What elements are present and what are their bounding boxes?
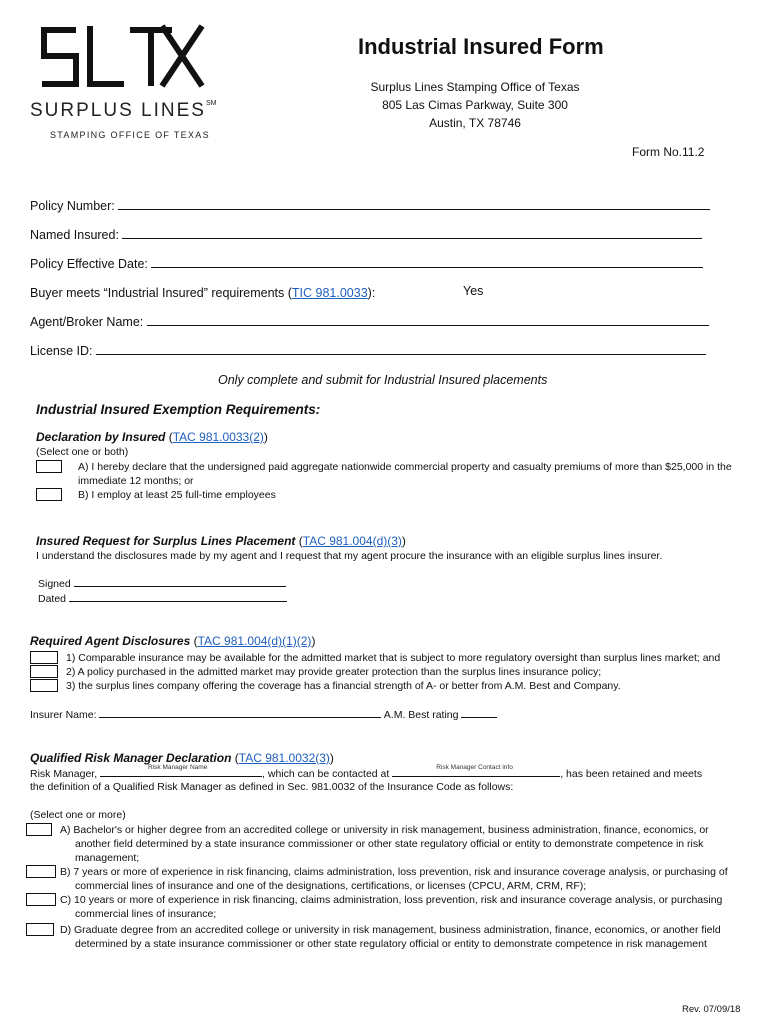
policy-number-label: Policy Number:	[30, 199, 115, 213]
license-id-label: License ID:	[30, 344, 93, 358]
qrm-select-note: (Select one or more)	[30, 809, 126, 821]
qrm-b-text: B) 7 years or more of experience in risk financing, claims administration, loss prevention, risk and insurance coverage analysis, or purchasing of	[60, 866, 728, 878]
form-title: Industrial Insured Form	[358, 34, 604, 59]
am-best-field[interactable]	[461, 708, 497, 718]
buyer-meets-value[interactable]: Yes	[463, 284, 484, 298]
named-insured-field[interactable]	[122, 228, 702, 239]
qrm-d-text: D) Graduate degree from an accredited college or university in risk management, business administration, finance, economics, or another field	[60, 924, 721, 936]
option-a-text: A) I hereby declare that the undersigned paid aggregate nationwide commercial property and casualty premiums of more than $25,000 in the	[78, 461, 732, 473]
declaration-heading-row: Declaration by Insured (TAC 981.0033(2))	[36, 430, 268, 444]
agent-broker-row	[30, 315, 709, 329]
named-insured-row	[30, 228, 702, 242]
org-name: Surplus Lines Stamping Office of Texas	[370, 80, 580, 94]
policy-number-field[interactable]	[118, 199, 710, 210]
qrm-definition: the definition of a Qualified Risk Manager as defined in Sec. 981.0032 of the Insurance Code as follows:	[30, 781, 514, 793]
qrm-heading: Qualified Risk Manager Declaration	[30, 751, 232, 765]
qrm-c-checkbox[interactable]	[26, 893, 56, 906]
insurer-row	[30, 708, 497, 721]
disclosure-3-checkbox[interactable]	[30, 679, 58, 692]
request-heading-row: Insured Request for Surplus Lines Placement (TAC 981.004(d)(3))	[36, 534, 406, 548]
tic-link[interactable]: TIC 981.0033	[291, 286, 368, 300]
sltx-logo	[38, 22, 208, 92]
request-heading: Insured Request for Surplus Lines Placement	[36, 534, 296, 548]
qrm-d-checkbox[interactable]	[26, 923, 54, 936]
disclosure-2-text: 2) A policy purchased in the admitted market may provide greater protection than the surplus lines insurance policy;	[66, 666, 602, 678]
qrm-b-checkbox[interactable]	[26, 865, 56, 878]
request-text: I understand the disclosures made by my agent and I request that my agent procure the insurance with an eligible surplus lines insurer.	[36, 550, 663, 562]
revision-date: Rev. 07/09/18	[682, 1004, 741, 1015]
qrm-c-text-2: commercial lines of insurance;	[75, 908, 217, 920]
logo-stamping-office: STAMPING OFFICE OF TEXAS	[50, 130, 210, 140]
qrm-c-text: C) 10 years or more of experience in risk financing, claims administration, loss prevention, risk and insurance coverage analysis, or purchasing	[60, 894, 723, 906]
disclosures-heading: Required Agent Disclosures	[30, 634, 191, 648]
agent-broker-field[interactable]	[147, 315, 709, 326]
tac-0033-link[interactable]: TAC 981.0033(2)	[172, 430, 264, 444]
qrm-sentence-row	[30, 764, 703, 780]
org-city: Austin, TX 78746	[429, 116, 521, 130]
risk-manager-name-field[interactable]	[100, 764, 262, 777]
tac-004d12-link[interactable]: TAC 981.004(d)(1)(2)	[197, 634, 312, 648]
am-best-label: A.M. Best rating	[383, 709, 459, 721]
declaration-select-note: (Select one or both)	[36, 446, 129, 458]
signed-label: Signed	[38, 578, 71, 590]
policy-effective-date-field[interactable]	[151, 257, 703, 268]
risk-manager-name-hint: Risk Manager Name	[148, 764, 208, 771]
policy-effective-date-row	[30, 257, 703, 271]
signed-row	[38, 577, 286, 590]
license-id-row	[30, 344, 706, 358]
exemption-heading: Industrial Insured Exemption Requirements:	[36, 402, 321, 417]
dated-field[interactable]	[69, 592, 287, 602]
buyer-meets-row	[30, 286, 375, 300]
qrm-a-checkbox[interactable]	[26, 823, 52, 836]
dated-row	[38, 592, 287, 605]
named-insured-label: Named Insured:	[30, 228, 119, 242]
disclosures-heading-row: Required Agent Disclosures (TAC 981.004(d)(1)(2))	[30, 634, 316, 648]
option-b-text: B) I employ at least 25 full-time employees	[78, 489, 276, 501]
risk-manager-label: Risk Manager,	[30, 768, 98, 780]
license-id-field[interactable]	[96, 344, 706, 355]
disclosure-3-text: 3) the surplus lines company offering the coverage has a financial strength of A- or better from A.M. Best and Company.	[66, 680, 621, 692]
dated-label: Dated	[38, 593, 67, 605]
qrm-a-text-3: management;	[75, 852, 140, 864]
logo-surplus-lines: SURPLUS LINES℠	[30, 100, 217, 121]
risk-manager-contact-field[interactable]	[392, 764, 560, 777]
policy-number-row	[30, 199, 710, 213]
risk-manager-contact-hint: Risk Manager Contact info	[436, 764, 513, 771]
declaration-heading: Declaration by Insured	[36, 430, 166, 444]
buyer-meets-label: Buyer meets “Industrial Insured” requirements (	[30, 286, 292, 300]
option-b-checkbox[interactable]	[36, 488, 62, 501]
submission-note: Only complete and submit for Industrial Insured placements	[218, 373, 548, 387]
disclosure-1-checkbox[interactable]	[30, 651, 58, 664]
org-street: 805 Las Cimas Parkway, Suite 300	[382, 98, 568, 112]
tac-0032-link[interactable]: TAC 981.0032(3)	[238, 751, 330, 765]
buyer-meets-suffix: ):	[367, 286, 376, 300]
qrm-b-text-2: commercial lines of insurance and one of the designations, certifications, or licenses (CPCU, ARM, CRM, RF);	[75, 880, 587, 892]
agent-broker-label: Agent/Broker Name:	[30, 315, 144, 329]
form-number: Form No.11.2	[632, 145, 705, 159]
tac-004d3-link[interactable]: TAC 981.004(d)(3)	[302, 534, 402, 548]
option-a-checkbox[interactable]	[36, 460, 62, 473]
qrm-d-text-2: determined by a state insurance commissioner or other state regulatory official or entity to demonstrate competence in risk management	[75, 938, 707, 950]
option-a-text-cont: immediate 12 months; or	[78, 475, 194, 487]
qrm-heading-row: Qualified Risk Manager Declaration (TAC 981.0032(3))	[30, 751, 334, 765]
policy-effective-date-label: Policy Effective Date:	[30, 257, 148, 271]
qrm-a-text-2: another field determined by a state insurance commissioner or other state regulatory official or entity to demonstrate competence in risk	[75, 838, 704, 850]
retained-text: , has been retained and meets	[560, 768, 703, 780]
insurer-name-field[interactable]	[99, 708, 381, 718]
signed-field[interactable]	[74, 577, 286, 587]
insurer-name-label: Insurer Name:	[30, 709, 97, 721]
disclosure-2-checkbox[interactable]	[30, 665, 58, 678]
qrm-a-text: A) Bachelor's or higher degree from an accredited college or university in risk management, business administration, finance, economics, or	[60, 824, 709, 836]
disclosure-1-text: 1) Comparable insurance may be available for the admitted market that is subject to more regulatory oversight than surplus lines market; and	[66, 652, 721, 664]
contacted-at-text: , which can be contacted at	[262, 768, 390, 780]
